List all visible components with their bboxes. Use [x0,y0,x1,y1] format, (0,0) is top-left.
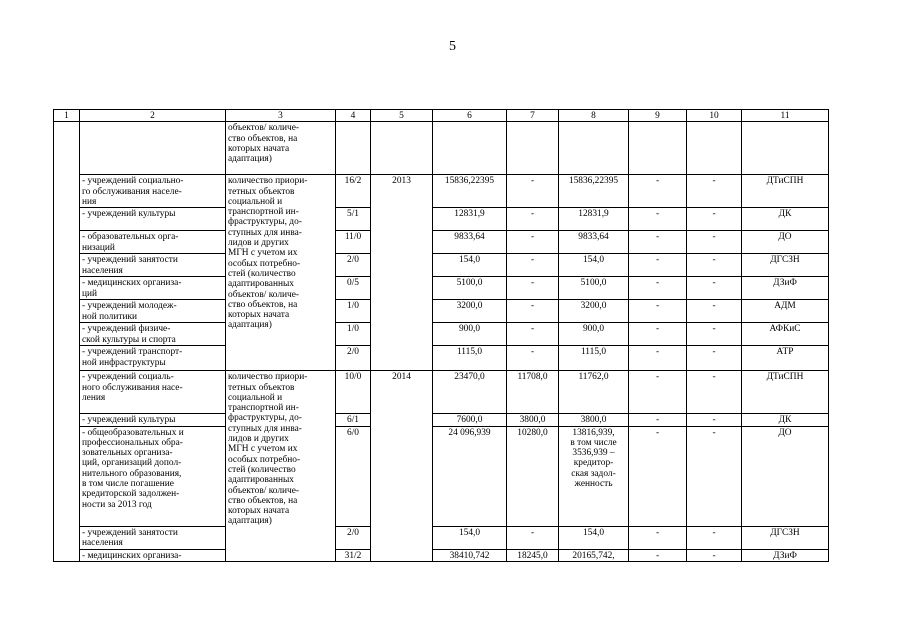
amount-col10-cell: - [687,231,742,254]
amount-col8-cell: 3800,0 [559,414,629,426]
amount-col10-cell: - [687,346,742,371]
institution-name-cell: - учреждений транспорт- ной инфраструктуры [80,346,226,371]
amount-col7-cell: - [507,526,559,549]
executor-cell: АДМ [742,300,829,323]
col-header-11: 11 [742,110,829,122]
executor-cell: ДО [742,426,829,526]
total-amount-cell: 1115,0 [433,346,507,371]
institution-name-cell: - учреждений занятости населения [80,526,226,549]
table-row [54,346,829,371]
continuation-indicator-cell: объектов/ количе- ство объектов, на которых начата адаптация) [226,122,336,175]
indicator-value-cell: 1/0 [336,323,371,346]
executor-cell: АФКиС [742,323,829,346]
total-amount-cell: 15836,22395 [433,175,507,208]
institution-name-cell: - учреждений культуры [80,414,226,426]
program-table-sheet [53,109,828,562]
col-header-1: 1 [54,110,80,122]
continuation-c5 [371,122,433,175]
amount-col7-cell: 10280,0 [507,426,559,526]
institution-name-cell: - учреждений культуры [80,208,226,231]
amount-col9-cell: - [629,426,687,526]
col-header-3: 3 [226,110,336,122]
amount-col7-cell: - [507,231,559,254]
institution-name-cell: - учреждений физиче- ской культуры и спорта [80,323,226,346]
amount-col9-cell: - [629,208,687,231]
amount-col9-cell: - [629,323,687,346]
institution-name-cell: - общеобразовательных и профессиональных обра- зовательных организа- ций, организаций допол- нительного образования, в том числе погашение кредиторской задолжен- ности за 2013 год [80,426,226,526]
amount-col10-cell: - [687,426,742,526]
amount-col7-cell: 18245,0 [507,549,559,561]
indicator-value-cell: 31/2 [336,549,371,561]
amount-col7-cell: - [507,323,559,346]
amount-col7-cell: 3800,0 [507,414,559,426]
indicator-value-cell: 2/0 [336,346,371,371]
amount-col10-cell: - [687,175,742,208]
institution-name-cell: - учреждений социально- го обслуживания населе- ния [80,175,226,208]
total-amount-cell: 154,0 [433,254,507,277]
amount-col10-cell: - [687,277,742,300]
continuation-c8 [559,122,629,175]
total-amount-cell: 12831,9 [433,208,507,231]
indicator-value-cell: 2/0 [336,526,371,549]
amount-col8-cell: 12831,9 [559,208,629,231]
amount-col10-cell: - [687,300,742,323]
indicator-value-cell: 2/0 [336,254,371,277]
amount-col9-cell: - [629,231,687,254]
amount-col7-cell: 11708,0 [507,371,559,414]
amount-col9-cell: - [629,414,687,426]
col-header-4: 4 [336,110,371,122]
table-row [54,231,829,254]
year-cell: 2013 [371,175,433,371]
table-row [54,549,829,561]
amount-col9-cell: - [629,346,687,371]
indicator-cell: количество приори- тетных объектов социальной и транспортной ин- фраструктуры, до- ступных для инва- лидов и других МГН с учетом их особых потребно- стей (количество адаптированных объектов/ количе- ство объектов, на которых начата адаптация) [226,175,336,371]
page-number: 5 [449,39,456,54]
amount-col10-cell: - [687,254,742,277]
col1-cell [54,122,80,562]
amount-col9-cell: - [629,300,687,323]
continuation-c9 [629,122,687,175]
amount-col8-cell: 154,0 [559,526,629,549]
institution-name-cell: - учреждений молодеж- ной политики [80,300,226,323]
amount-col8-cell: 154,0 [559,254,629,277]
institution-name-cell: - медицинских организа- [80,549,226,561]
continuation-c7 [507,122,559,175]
amount-col10-cell: - [687,371,742,414]
total-amount-cell: 154,0 [433,526,507,549]
col-header-6: 6 [433,110,507,122]
indicator-value-cell: 6/1 [336,414,371,426]
amount-col8-cell: 5100,0 [559,277,629,300]
institution-name-cell: - учреждений социаль- ного обслуживания насе- ления [80,371,226,414]
continuation-c10 [687,122,742,175]
amount-col10-cell: - [687,526,742,549]
amount-col7-cell: - [507,254,559,277]
executor-cell: ДГСЗН [742,526,829,549]
total-amount-cell: 23470,0 [433,371,507,414]
amount-col7-cell: - [507,208,559,231]
total-amount-cell: 38410,742 [433,549,507,561]
table-row [54,323,829,346]
amount-col8-cell: 20165,742, [559,549,629,561]
amount-col8-cell: 900,0 [559,323,629,346]
amount-col10-cell: - [687,549,742,561]
amount-col10-cell: - [687,414,742,426]
amount-col8-cell: 3200,0 [559,300,629,323]
total-amount-cell: 5100,0 [433,277,507,300]
institution-name-cell: - образовательных орга- низаций [80,231,226,254]
table-row [54,371,829,414]
amount-col8-cell: 11762,0 [559,371,629,414]
continuation-c11 [742,122,829,175]
continuation-row [54,122,829,175]
amount-col10-cell: - [687,323,742,346]
table-row [54,426,829,526]
col-header-10: 10 [687,110,742,122]
executor-cell: ДК [742,414,829,426]
amount-col10-cell: - [687,208,742,231]
year-cell: 2014 [371,371,433,562]
amount-col7-cell: - [507,175,559,208]
table-row [54,254,829,277]
executor-cell: ДК [742,208,829,231]
amount-col8-cell: 15836,22395 [559,175,629,208]
amount-col7-cell: - [507,277,559,300]
table-row [54,175,829,208]
continuation-name-cell [80,122,226,175]
indicator-value-cell: 5/1 [336,208,371,231]
amount-col8-cell: 13816,939, в том числе 3536,939 – кредитор- ская задол- женность [559,426,629,526]
amount-col9-cell: - [629,175,687,208]
col-header-2: 2 [80,110,226,122]
total-amount-cell: 900,0 [433,323,507,346]
amount-col7-cell: - [507,300,559,323]
col-header-8: 8 [559,110,629,122]
institution-name-cell: - медицинских организа- ций [80,277,226,300]
indicator-value-cell: 0/5 [336,277,371,300]
executor-cell: ДТиСПН [742,175,829,208]
table-row [54,526,829,549]
amount-col8-cell: 9833,64 [559,231,629,254]
total-amount-cell: 9833,64 [433,231,507,254]
indicator-value-cell: 1/0 [336,300,371,323]
continuation-c6 [433,122,507,175]
program-table [53,109,829,562]
amount-col9-cell: - [629,526,687,549]
indicator-value-cell: 16/2 [336,175,371,208]
indicator-value-cell: 10/0 [336,371,371,414]
table-row [54,300,829,323]
table-row [54,414,829,426]
indicator-cell: количество приори- тетных объектов социальной и транспортной ин- фраструктуры, до- ступных для инва- лидов и других МГН с учетом их особых потребно- стей (количество адаптированных объектов/ количе- ство объектов, на которых начата адаптация) [226,371,336,562]
amount-col9-cell: - [629,254,687,277]
total-amount-cell: 24 096,939 [433,426,507,526]
indicator-value-cell: 6/0 [336,426,371,526]
column-number-row [54,110,829,122]
executor-cell: ДГСЗН [742,254,829,277]
executor-cell: АТР [742,346,829,371]
executor-cell: ДТиСПН [742,371,829,414]
col-header-5: 5 [371,110,433,122]
amount-col9-cell: - [629,549,687,561]
institution-name-cell: - учреждений занятости населения [80,254,226,277]
amount-col7-cell: - [507,346,559,371]
amount-col9-cell: - [629,371,687,414]
table-row [54,208,829,231]
indicator-value-cell: 11/0 [336,231,371,254]
executor-cell: ДО [742,231,829,254]
col-header-7: 7 [507,110,559,122]
executor-cell: ДЗиФ [742,549,829,561]
table-row [54,277,829,300]
total-amount-cell: 3200,0 [433,300,507,323]
total-amount-cell: 7600,0 [433,414,507,426]
amount-col8-cell: 1115,0 [559,346,629,371]
amount-col9-cell: - [629,277,687,300]
executor-cell: ДЗиФ [742,277,829,300]
col-header-9: 9 [629,110,687,122]
continuation-c4 [336,122,371,175]
